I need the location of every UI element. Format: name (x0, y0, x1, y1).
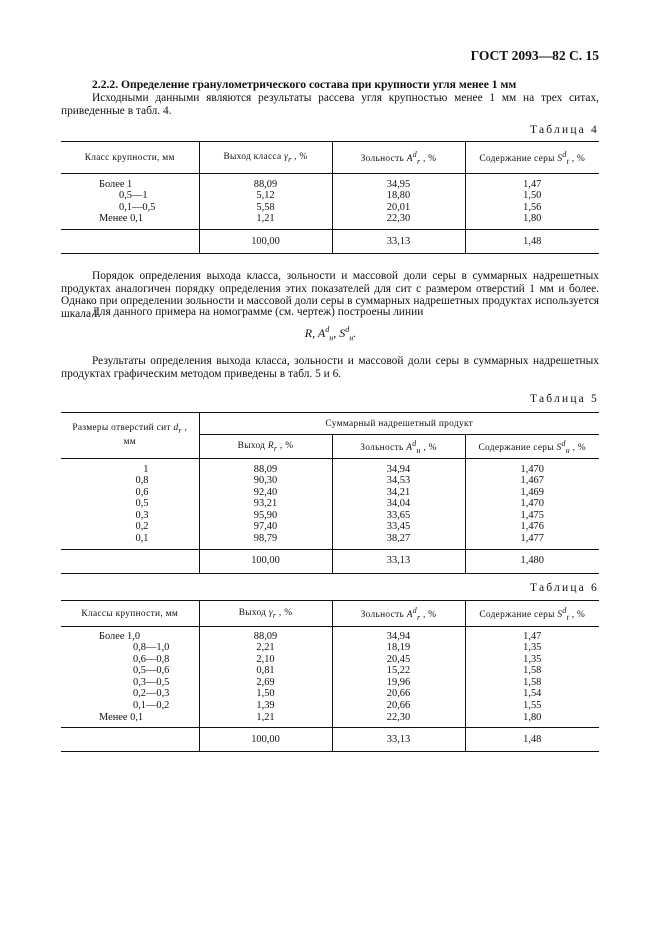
table-cell: 20,01 (332, 202, 465, 214)
table-cell: 0,6—0,8 (133, 653, 170, 665)
t5-header-sieve: Размеры отверстий сит $d_r$ , мм (61, 413, 199, 459)
table-cell: 0,3—0,5 (133, 676, 170, 688)
table-cell: 33,45 (332, 521, 465, 533)
formula-lines: R, $A^d_н$, $S^d_н$. (304, 325, 357, 343)
table-cell: 34,04 (332, 498, 465, 510)
table-row (61, 712, 599, 728)
table-row (61, 190, 599, 202)
table-row (61, 700, 599, 712)
table-cell: Менее 0,1 (61, 213, 199, 229)
table-cell: 1,58 (465, 677, 599, 689)
table-row (61, 654, 599, 666)
t6-header-sulfur: Содержание серы $S^d_t$ , % (465, 601, 599, 627)
t4-header-class: Класс крупности, мм (61, 142, 199, 174)
table-cell: 0,8—1,0 (133, 642, 170, 654)
table-cell: 15,22 (332, 665, 465, 677)
table-cell (61, 728, 199, 752)
table-cell: 92,40 (199, 487, 332, 499)
table-cell: 34,21 (332, 487, 465, 499)
table-cell (61, 229, 199, 253)
t4-header-yield: Выход класса $\gamma_r$ , % (199, 142, 332, 174)
table-cell: 5,58 (199, 202, 332, 214)
paragraph-nomogram: Для данного примера на номограмме (см. чертеж) построены линии (92, 306, 424, 318)
table-total-row (61, 549, 599, 573)
table-cell: 34,94 (332, 464, 465, 476)
table-cell: 1,80 (465, 712, 599, 728)
table-cell: 1,476 (465, 521, 599, 533)
table-cell: 1,54 (465, 688, 599, 700)
table-cell: 33,13 (332, 549, 465, 573)
table6-header-row (61, 601, 599, 627)
t4-header-ash: Зольность $A^d_r$ , % (332, 142, 465, 174)
table-cell: 1,48 (465, 728, 599, 752)
t5-header-yield: Выход $R_r$ , % (199, 435, 332, 459)
t6-header-yield: Выход $\gamma_r$ , % (199, 601, 332, 627)
table-cell: 2,69 (199, 677, 332, 689)
table-cell: 33,13 (332, 728, 465, 752)
table-row (61, 631, 599, 643)
table-cell: 1,35 (465, 654, 599, 666)
table-row (61, 665, 599, 677)
section-title (92, 78, 516, 91)
table-4 (61, 141, 599, 254)
table-cell: 88,09 (199, 631, 332, 643)
table-cell: 18,19 (332, 642, 465, 654)
table-cell: 100,00 (199, 728, 332, 752)
table-cell (61, 549, 199, 573)
table4-caption: Таблица 4 (530, 124, 599, 136)
table4-header-row (61, 142, 599, 174)
table-cell: 22,30 (332, 712, 465, 728)
table-6 (61, 600, 599, 752)
table-cell: 0,1—0,2 (133, 700, 170, 712)
page-header: ГОСТ 2093—82 С. 15 (470, 48, 599, 63)
t5-header-ash: Зольность $A^d_н$ , % (332, 435, 465, 459)
table-row (61, 533, 599, 549)
table-row (61, 202, 599, 214)
paragraph-procedure: Порядок определения выхода класса, зольности и массовой доли серы в суммарных надрешетных продуктах аналогичен порядку определения этих показателей для сит с размером отверстий 1 мм и более. Однако при определении зольности и массовой доли серы в суммарных надрешетных продуктах используется шкала I. (61, 270, 599, 320)
table-cell: 97,40 (199, 521, 332, 533)
table-cell: 34,53 (332, 475, 465, 487)
table-cell: 93,21 (199, 498, 332, 510)
table6-caption: Таблица 6 (530, 582, 599, 594)
table-cell: 1,56 (465, 202, 599, 214)
table-cell: 0,1 (61, 533, 199, 549)
table-cell: 0,6 (135, 486, 149, 498)
table-cell: 38,27 (332, 533, 465, 549)
table-cell: 1,21 (199, 213, 332, 229)
table-cell: Более 1 (99, 178, 133, 190)
table-cell: 0,5 (135, 498, 149, 510)
t6-header-ash: Зольность $A^d_r$ , % (332, 601, 465, 627)
table-cell: 1 (143, 463, 149, 475)
table-cell: 1,470 (465, 498, 599, 510)
table-cell: 1,477 (465, 533, 599, 549)
table-cell: 1,480 (465, 549, 599, 573)
table-cell: 1,55 (465, 700, 599, 712)
t6-header-class: Классы крупности, мм (61, 601, 199, 627)
intro-paragraph: Исходными данными являются результаты рассева угля крупностью менее 1 мм на трех ситах, приведенные в табл. 4. (61, 92, 599, 117)
table-cell: 19,96 (332, 677, 465, 689)
table-cell: 1,21 (199, 712, 332, 728)
table-row (61, 521, 599, 533)
table-row (61, 498, 599, 510)
table-cell: 20,66 (332, 700, 465, 712)
table-cell: Менее 0,1 (61, 712, 199, 728)
table-row (61, 510, 599, 522)
table-row (61, 464, 599, 476)
table-cell: 0,8 (135, 475, 149, 487)
table-cell: 1,39 (199, 700, 332, 712)
table-cell: 34,95 (332, 179, 465, 191)
table-cell: 1,35 (465, 642, 599, 654)
table-cell: 98,79 (199, 533, 332, 549)
table-row (61, 179, 599, 191)
table5-caption: Таблица 5 (530, 393, 599, 405)
table-row (61, 642, 599, 654)
table-cell: 18,80 (332, 190, 465, 202)
table-cell: 1,48 (465, 229, 599, 253)
table-row (61, 677, 599, 689)
table-cell: 88,09 (199, 179, 332, 191)
t4-header-sulfur: Содержание серы $S^d_t$ , % (465, 142, 599, 174)
table-cell: 0,2 (135, 521, 149, 533)
table-cell: 0,2—0,3 (133, 688, 170, 700)
table-cell: 20,45 (332, 654, 465, 666)
table5-header-row (61, 413, 599, 435)
table-cell: 2,21 (199, 642, 332, 654)
table-cell: 90,30 (199, 475, 332, 487)
table-cell: 34,94 (332, 631, 465, 643)
t5-header-group: Суммарный надрешетный продукт (199, 413, 599, 435)
table-cell: 22,30 (332, 213, 465, 229)
table-total-row (61, 728, 599, 752)
table-total-row (61, 229, 599, 253)
table-cell: 33,13 (332, 229, 465, 253)
section-number: 2.2.2. (92, 78, 119, 91)
table-cell: 20,66 (332, 688, 465, 700)
table-cell: 1,469 (465, 487, 599, 499)
table-cell: 0,1—0,5 (119, 201, 156, 213)
table-cell: 0,5—0,6 (133, 665, 170, 677)
table-cell: 100,00 (199, 229, 332, 253)
table-row (61, 213, 599, 229)
table-cell: 2,10 (199, 654, 332, 666)
table-cell: 1,467 (465, 475, 599, 487)
table-cell: 1,470 (465, 464, 599, 476)
table-cell: 1,475 (465, 510, 599, 522)
table-cell: 0,5—1 (119, 190, 148, 202)
paragraph-results: Результаты определения выхода класса, зольности и массовой доли серы в суммарных надрешетных продуктах графическим методом приведены в табл. 5 и 6. (61, 355, 599, 380)
t5-header-sulfur: Содержание серы $S^d_н$ , % (465, 435, 599, 459)
table-cell: 1,47 (465, 179, 599, 191)
table-cell: 1,50 (199, 688, 332, 700)
table-cell: 1,50 (465, 190, 599, 202)
table-cell: 5,12 (199, 190, 332, 202)
table-row (61, 487, 599, 499)
table-cell: 1,58 (465, 665, 599, 677)
table-5 (61, 412, 599, 574)
table-cell: 0,3 (135, 509, 149, 521)
table-cell: 95,90 (199, 510, 332, 522)
table-cell: 88,09 (199, 464, 332, 476)
table-cell: 1,47 (465, 631, 599, 643)
table-cell: 1,80 (465, 213, 599, 229)
table-row (61, 688, 599, 700)
table-cell: 33,65 (332, 510, 465, 522)
table-cell: 100,00 (199, 549, 332, 573)
section-heading: Определение гранулометрического состава при крупности угля менее 1 мм (121, 78, 517, 91)
table-row (61, 475, 599, 487)
table-cell: Более 1,0 (99, 630, 141, 642)
table-cell: 0,81 (199, 665, 332, 677)
